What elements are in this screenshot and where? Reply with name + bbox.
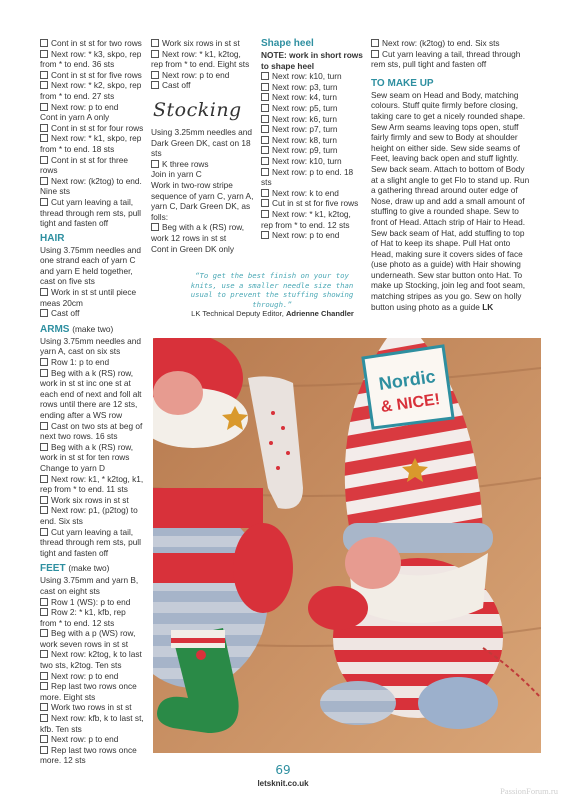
hair-list — [40, 245, 144, 319]
column-2 — [151, 38, 255, 254]
instruction-line — [40, 702, 144, 713]
checkbox-icon[interactable] — [40, 496, 48, 504]
instruction-text: Cut yarn leaving a tail, thread through rem sts, pull tight and fasten off — [371, 48, 521, 70]
instruction-text: Next row: * k1, k2tog, rep from * to end. Eight sts — [151, 48, 250, 70]
instruction-text: Using 3.75mm and yarn B, cast on eight sts — [40, 575, 139, 596]
instruction-text: Next row: k2tog, k to last two sts, k2tog. Ten sts — [40, 649, 142, 671]
checkbox-icon[interactable] — [261, 157, 269, 165]
instruction-line — [40, 245, 144, 287]
feet-heading: FEET (make two) — [40, 563, 110, 575]
badge-line-2: & NICE! — [379, 390, 442, 417]
instruction-text: Work six rows in st st — [162, 38, 240, 48]
checkbox-icon[interactable] — [40, 81, 48, 89]
checkbox-icon[interactable] — [151, 39, 159, 47]
instruction-text: Beg with a k (RS) row, work in st st inc one st at each end of next and foll alt rows until there are 12 sts, ending after a WS row — [40, 367, 142, 420]
instruction-line — [40, 495, 144, 506]
instruction-text: Next row: (k2tog) to end. Six sts — [382, 38, 500, 48]
col1-top-list — [40, 38, 144, 229]
instruction-line — [261, 167, 365, 188]
instruction-text: Next row: p9, turn — [272, 145, 338, 156]
instruction-text: Work six rows in st st — [51, 494, 129, 505]
checkbox-icon[interactable] — [40, 598, 48, 606]
instruction-text: Cast off — [51, 308, 80, 319]
instruction-text: Next row: p to end — [51, 670, 119, 681]
shape-heel-list — [261, 71, 365, 241]
instruction-line — [261, 92, 365, 103]
instruction-line — [151, 49, 255, 70]
checkbox-icon[interactable] — [151, 160, 159, 168]
instruction-text: Join in yarn C — [151, 169, 202, 180]
instruction-text: Work two rows in st st — [51, 702, 132, 713]
checkbox-icon[interactable] — [40, 71, 48, 79]
instruction-text: Next row: p to end — [51, 101, 119, 112]
checkbox-icon[interactable] — [40, 124, 48, 132]
checkbox-icon[interactable] — [261, 104, 269, 112]
instruction-text: Rep last two rows once more. 12 sts — [40, 744, 137, 766]
checkbox-icon[interactable] — [371, 50, 379, 58]
quote-attribution: LK Technical Deputy Editor, Adrienne Chandler — [191, 309, 354, 318]
instruction-text: Next row: k1, * k2tog, k1, rep from * to end. 11 sts — [40, 473, 144, 495]
instruction-text: Next row: p to end — [272, 230, 340, 241]
checkbox-icon[interactable] — [40, 629, 48, 637]
instruction-line — [261, 188, 365, 199]
instruction-line — [40, 123, 144, 134]
instruction-text: Cont in Green DK only — [151, 243, 235, 254]
instruction-text: Using 3.75mm needles and one strand each of yarn C and yarn E held together, cast on five sts — [40, 244, 142, 287]
checkbox-icon[interactable] — [40, 156, 48, 164]
checkbox-icon[interactable] — [40, 288, 48, 296]
checkbox-icon[interactable] — [261, 115, 269, 123]
instruction-line — [40, 474, 144, 495]
instruction-text: Next row: * k3, skpo, rep from * to end. 36 sts — [40, 48, 142, 70]
instruction-line — [40, 38, 144, 49]
website: letsknit.co.uk — [257, 779, 309, 788]
instruction-line — [261, 209, 365, 230]
checkbox-icon[interactable] — [261, 189, 269, 197]
instruction-line — [40, 527, 144, 559]
pull-quote: “To get the best finish on your toy knits, use a smaller needle size than usual to prevent the stuffing showing through.” — [190, 271, 354, 309]
signoff: LK — [482, 301, 494, 312]
checkbox-icon[interactable] — [151, 81, 159, 89]
instruction-text: Beg with a p (WS) row, work seven rows in st st — [40, 628, 136, 649]
checkbox-icon[interactable] — [40, 703, 48, 711]
instruction-line — [40, 287, 144, 308]
instruction-text: Work in two-row stripe sequence of yarn C, yarn A, yarn C, Dark Green DK, as folls: — [151, 179, 254, 222]
instruction-text: Rep last two rows once more. Eight sts — [40, 681, 137, 702]
checkbox-icon[interactable] — [371, 39, 379, 47]
instruction-text: Next row: * k2, skpo, rep from * to end. 27 sts — [40, 80, 142, 101]
checkbox-icon[interactable] — [261, 146, 269, 154]
instruction-line — [40, 80, 144, 101]
instruction-line — [261, 71, 365, 82]
checkbox-icon[interactable] — [40, 103, 48, 111]
instruction-line — [40, 505, 144, 526]
instruction-line — [40, 197, 144, 229]
checkbox-icon[interactable] — [40, 369, 48, 377]
instruction-text: Next row: p3, turn — [272, 81, 338, 92]
instruction-line — [40, 649, 144, 670]
instruction-line — [40, 442, 144, 463]
checkbox-icon[interactable] — [40, 198, 48, 206]
instruction-text: Cut yarn leaving a tail, thread through rem sts, pull tight and fasten off — [40, 196, 141, 229]
checkbox-icon[interactable] — [261, 93, 269, 101]
instruction-text: Using 3.25mm needles and Dark Green DK, cast on 18 sts — [151, 126, 253, 159]
checkbox-icon[interactable] — [40, 746, 48, 754]
checkbox-icon[interactable] — [40, 134, 48, 142]
instruction-text: Change to yarn D — [40, 462, 106, 473]
column-1 — [40, 38, 144, 766]
instruction-text: Row 1 (WS): p to end — [51, 596, 131, 607]
instruction-line — [40, 575, 144, 596]
checkbox-icon[interactable] — [40, 608, 48, 616]
checkbox-icon[interactable] — [40, 506, 48, 514]
instruction-text: Cut in st st for five rows — [272, 198, 359, 209]
instruction-text: Next row: kfb, k to last st, kfb. Ten sts — [40, 713, 144, 734]
instruction-line — [40, 102, 144, 113]
gnome-illustration — [153, 338, 541, 753]
shape-heel-note: NOTE: work in short rows to shape heel — [261, 50, 363, 71]
instruction-line — [371, 38, 531, 49]
instruction-line — [40, 357, 144, 368]
col2-top-list — [151, 38, 255, 91]
instruction-line — [151, 70, 255, 81]
checkbox-icon[interactable] — [40, 177, 48, 185]
instruction-line — [40, 49, 144, 70]
checkbox-icon[interactable] — [40, 528, 48, 536]
checkbox-icon[interactable] — [40, 682, 48, 690]
instruction-line — [261, 82, 365, 93]
instruction-line — [261, 103, 365, 114]
instruction-line — [151, 244, 255, 255]
checkbox-icon[interactable] — [151, 50, 159, 58]
checkbox-icon[interactable] — [261, 125, 269, 133]
instruction-line — [261, 198, 365, 209]
instruction-text: Cut yarn leaving a tail, thread through rem sts, pull tight and fasten off — [40, 526, 141, 558]
checkbox-icon[interactable] — [40, 358, 48, 366]
instruction-text: Next row: k10, turn — [272, 155, 342, 166]
instruction-line — [261, 156, 365, 167]
instruction-line — [151, 80, 255, 91]
instruction-text: Next row: p7, turn — [272, 124, 338, 135]
instruction-text: Cont in st st for four rows — [51, 122, 144, 133]
instruction-line — [151, 127, 255, 159]
watermark: PassionForum.ru — [500, 786, 558, 796]
checkbox-icon[interactable] — [40, 714, 48, 722]
instruction-text: Beg with a k (RS) row, work in st st for ten rows — [40, 441, 134, 463]
instruction-line — [40, 607, 144, 628]
arms-heading: ARMS (make two) — [40, 323, 114, 335]
instruction-text: Cont in st st for five rows — [51, 69, 142, 80]
instruction-line — [40, 463, 144, 474]
checkbox-icon[interactable] — [40, 50, 48, 58]
instruction-line — [40, 133, 144, 154]
instruction-line — [40, 70, 144, 81]
instruction-text: Next row: (k2tog) to end. Nine sts — [40, 175, 142, 197]
instruction-text: K three rows — [162, 158, 209, 169]
badge-line-1: Nordic — [377, 366, 437, 394]
instruction-text: Next row: p5, turn — [272, 102, 338, 113]
instruction-line — [40, 671, 144, 682]
instruction-line — [371, 49, 531, 70]
checkbox-icon[interactable] — [261, 72, 269, 80]
gnome-photo — [153, 338, 541, 753]
instruction-text: Next row: * k1, k2tog, rep from * to end. 12 sts — [261, 208, 351, 230]
instruction-text: Cast on two sts at beg of next two rows. 16 sts — [40, 420, 143, 442]
instruction-line — [151, 180, 255, 222]
column-3 — [261, 38, 365, 241]
instruction-line — [40, 597, 144, 608]
instruction-line — [151, 38, 255, 49]
instruction-line — [40, 112, 144, 123]
instruction-line — [261, 124, 365, 135]
instruction-line — [40, 421, 144, 442]
make-up-paragraph: Sew seam on Head and Body, matching colours. Stuff quite firmly before closing, taking care to get a nicely rounded shape. Sew Arm seams leaving tops open, stuff fairly firmly and sew to Body at shoulder height on either side. Sew side seams of Feet, leaving back open and stuff lightly. Sew back seam. Attach to bottom of Body at a slight angle to get Flo to stand up. Run a gathering thread around outer edge of Nose, draw up and add a small amount of stuffing to give a rounded shape. Sew to front of Head. Attach strip of Hair to Head. Sew back seam of Hat, add stuffing to top of Hat to keep its shape. Pull Hat onto Head, making sure it covers sides of face (use photo as a guide) with Hair showing underneath. Sew star button onto Hat. To make up Stocking, join leg and foot seam, matching stripes as you go. Sew on holly button using photo as a guide LK — [371, 89, 530, 312]
instruction-line — [261, 135, 365, 146]
instruction-line — [40, 713, 144, 734]
instruction-text: Cast off — [162, 80, 191, 91]
checkbox-icon[interactable] — [261, 83, 269, 91]
instruction-line — [40, 308, 144, 319]
checkbox-icon[interactable] — [40, 735, 48, 743]
instruction-text: Next row: k10, turn — [272, 71, 342, 82]
instruction-line — [40, 734, 144, 745]
hair-heading: HAIR — [40, 232, 65, 244]
checkbox-icon[interactable] — [40, 443, 48, 451]
instruction-text: Beg with a k (RS) row, work 12 rows in st st — [151, 222, 245, 243]
instruction-text: Next row: k8, turn — [272, 134, 338, 145]
instruction-text: Row 2: * k1, kfb, rep from * to end. 12 sts — [40, 607, 126, 628]
instruction-line — [40, 368, 144, 421]
instruction-line — [40, 336, 144, 357]
instruction-text: Next row: p to end — [51, 734, 119, 745]
checkbox-icon[interactable] — [261, 199, 269, 207]
instruction-text: Cont in st st for two rows — [51, 38, 142, 48]
checkbox-icon[interactable] — [261, 136, 269, 144]
checkbox-icon[interactable] — [40, 309, 48, 317]
instruction-text: Next row: k4, turn — [272, 92, 338, 103]
instruction-text: Next row: p1, (p2tog) to end. Six sts — [40, 505, 138, 526]
instruction-line — [261, 114, 365, 125]
instruction-text: Next row: * k1, skpo, rep from * to end. 18 sts — [40, 133, 142, 154]
instruction-line — [40, 628, 144, 649]
page-number: 69 — [275, 763, 291, 777]
instruction-text: Next row: k6, turn — [272, 113, 338, 124]
arms-list — [40, 336, 144, 558]
instruction-line — [151, 159, 255, 170]
checkbox-icon[interactable] — [261, 168, 269, 176]
instruction-line — [40, 681, 144, 702]
checkbox-icon[interactable] — [40, 650, 48, 658]
feet-list — [40, 575, 144, 766]
column-4 — [371, 38, 531, 312]
shape-heel-heading: Shape heel — [261, 38, 314, 49]
instruction-text: Cont in st st for three rows — [40, 154, 129, 176]
instruction-text: Work in st st until piece meas 20cm — [40, 287, 137, 308]
checkbox-icon[interactable] — [151, 223, 159, 231]
instruction-text: Next row: p to end. 18 sts — [261, 166, 354, 188]
instruction-text: Next row: k to end — [272, 187, 339, 198]
nordic-nice-badge — [363, 346, 453, 428]
instruction-text: Row 1: p to end — [51, 357, 110, 368]
make-up-heading: TO MAKE UP — [371, 77, 434, 89]
checkbox-icon[interactable] — [261, 231, 269, 239]
instruction-text: Cont in yarn A only — [40, 112, 110, 123]
checkbox-icon[interactable] — [40, 672, 48, 680]
instruction-text: Using 3.75mm needles and yarn A, cast on six sts — [40, 335, 142, 357]
instruction-line — [151, 169, 255, 180]
checkbox-icon[interactable] — [40, 422, 48, 430]
instruction-text: Next row: p to end — [162, 69, 230, 80]
instruction-line — [151, 222, 255, 243]
stocking-heading: Stocking — [153, 98, 242, 121]
checkbox-icon[interactable] — [40, 475, 48, 483]
instruction-line — [40, 176, 144, 197]
col4-top-list — [371, 38, 531, 70]
instruction-line — [40, 155, 144, 176]
instruction-line — [261, 230, 365, 241]
checkbox-icon[interactable] — [261, 210, 269, 218]
instruction-line — [261, 145, 365, 156]
checkbox-icon[interactable] — [151, 71, 159, 79]
checkbox-icon[interactable] — [40, 39, 48, 47]
stocking-list — [151, 127, 255, 254]
